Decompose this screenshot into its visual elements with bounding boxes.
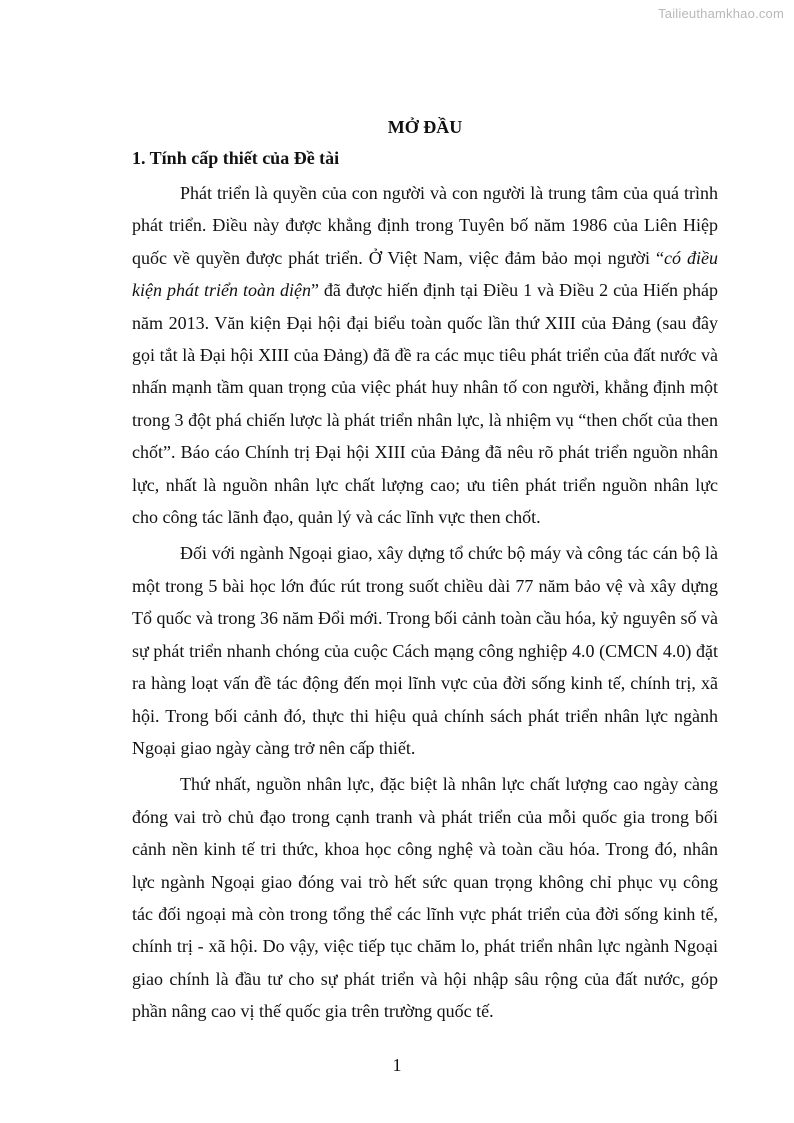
paragraph-3: Thứ nhất, nguồn nhân lực, đặc biệt là nhân lực chất lượng cao ngày càng đóng vai trò chủ đạo trong cạnh tranh và phát triển của mỗi quốc gia trong bối cảnh nền kinh tế tri thức, khoa học công nghệ và toàn cầu hóa. Trong đó, nhân lực ngành Ngoại giao đóng vai trò hết sức quan trọng không chỉ phục vụ công tác đối ngoại mà còn trong tổng thể các lĩnh vực phát triển của đời sống kinh tế, chính trị - xã hội. Do vậy, việc tiếp tục chăm lo, phát triển nhân lực ngành Ngoại giao chính là đầu tư cho sự phát triển và hội nhập sâu rộng của đất nước, góp phần nâng cao vị thế quốc gia trên trường quốc tế. xyxy=(132,774,718,1022)
paragraph-1-emphasis: có điều kiện phát triển toàn diện xyxy=(132,247,718,301)
paragraph-2: Đối với ngành Ngoại giao, xây dựng tổ chức bộ máy và công tác cán bộ là một trong 5 bài học lớn đúc rút trong suốt chiều dài 77 năm bảo vệ và xây dựng Tổ quốc và trong 36 năm Đổi mới. Trong bối cảnh toàn cầu hóa, kỷ nguyên số và sự phát triển nhanh chóng của cuộc Cách mạng công nghiệp 4.0 (CMCN 4.0) đặt ra hàng loạt vấn đề tác động đến mọi lĩnh vực của đời sống kinh tế, chính trị, xã hội. Trong bối cảnh đó, thực thi hiệu quả chính sách phát triển nhân lực ngành Ngoại giao ngày càng trở nên cấp thiết. xyxy=(132,543,718,758)
paragraph-1-text-a: Phát triển là quyền của con người và con người là trung tâm của quá trình phát triển. Điều này được khẳng định trong Tuyên bố năm 1986 của Liên Hiệp quốc về quyền được phát triển. Ở Việt Nam, việc đảm bảo mọi người “ xyxy=(132,183,718,268)
paragraph-1-text-b: ” đã được hiến định tại Điều 1 và Điều 2 của Hiến pháp năm 2013. Văn kiện Đại hội đại biểu toàn quốc lần thứ XIII của Đảng (sau đây gọi tắt là Đại hội XIII của Đảng) đã đề ra các mục tiêu phát triển của đất nước và nhấn mạnh tầm quan trọng của việc phát huy nhân tố con người, khẳng định một trong 3 đột phá chiến lược là phát triển nhân lực, là nhiệm vụ “then chốt của then chốt”. Báo cáo Chính trị Đại hội XIII của Đảng đã nêu rõ phát triển nguồn nhân lực, nhất là nguồn nhân lực chất lượng cao; ưu tiên phát triển nguồn nhân lực cho công tác lãnh đạo, quản lý và các lĩnh vực then chốt. xyxy=(132,280,719,528)
document-body xyxy=(132,112,718,1032)
paragraph-1 xyxy=(132,177,718,533)
page-number: 1 xyxy=(392,1055,402,1075)
page-title: MỞ ĐẦU xyxy=(387,117,463,137)
watermark-text: Tailieuthamkhao.com xyxy=(658,6,784,21)
section-heading: 1. Tính cấp thiết của Đề tài xyxy=(132,148,340,168)
